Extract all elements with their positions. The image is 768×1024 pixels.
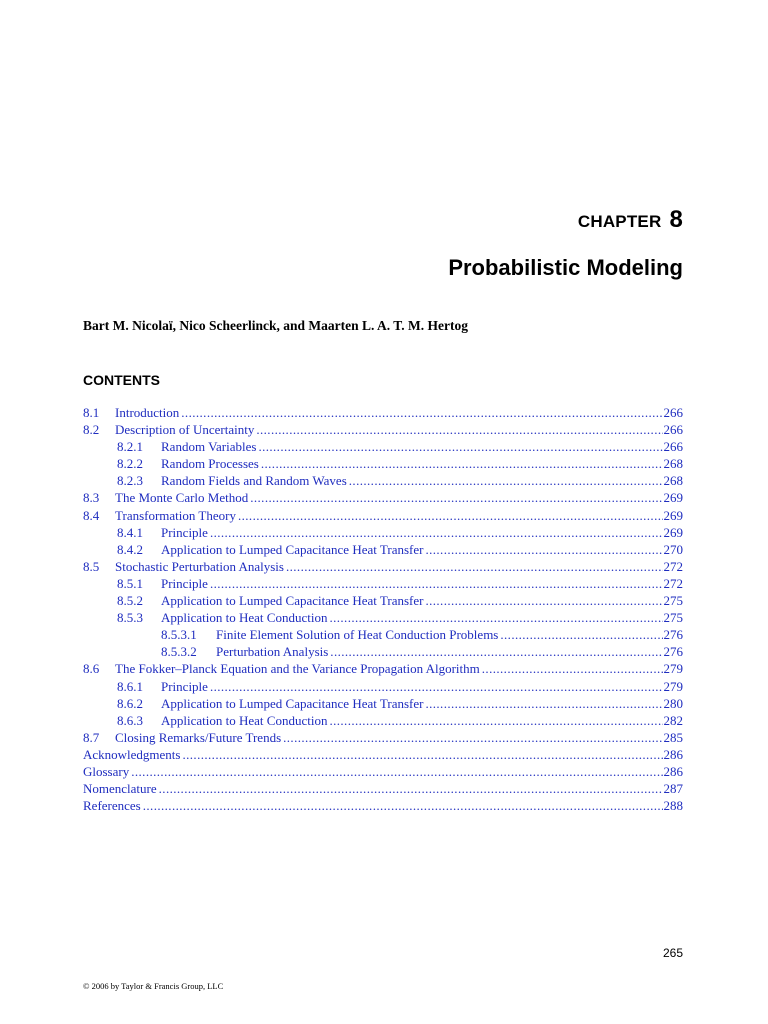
toc-entry-number: 8.2.3 [117,473,143,489]
toc-leader-dots [425,542,662,558]
toc-entry-page: 266 [663,405,683,420]
toc-leader-dots [330,644,662,660]
toc-entry-title: The Monte Carlo Method [115,490,249,506]
toc-entry-page: 266 [663,439,683,455]
toc-leader-dots [181,405,662,421]
toc-entry-title: Random Processes [161,456,259,472]
contents-heading: CONTENTS [83,372,160,388]
chapter-title: Probabilistic Modeling [448,255,683,280]
toc-entry[interactable] [83,679,683,696]
toc-entry-title: Application to Heat Conduction [161,712,328,728]
toc-entry[interactable] [83,610,683,627]
toc-entry-number: 8.4.1 [117,524,143,540]
toc-entry-page: 276 [663,644,683,660]
toc-leader-dots [210,679,663,695]
toc-entry[interactable] [83,405,683,422]
toc-entry-number: 8.1 [83,405,100,420]
toc-entry[interactable] [83,696,683,713]
toc-entry[interactable] [83,456,683,473]
toc-leader-dots [283,730,662,746]
toc-entry[interactable] [83,508,683,525]
toc-entry-number: 8.6 [83,661,100,677]
toc-leader-dots [425,696,662,712]
toc-entry[interactable] [83,490,683,507]
toc-entry-number: 8.4 [83,507,100,523]
toc-entry-number: 8.5.1 [117,575,143,591]
toc-entry-number: 8.5 [83,558,100,574]
toc-entry-page: 266 [663,422,683,438]
table-of-contents [83,405,683,815]
toc-entry-title: Random Variables [161,439,257,455]
toc-leader-dots [482,661,663,677]
toc-entry-number: 8.5.2 [117,593,143,609]
toc-entry[interactable] [83,473,683,490]
toc-entry-number: 8.6.3 [117,712,143,728]
toc-entry-number: 8.4.2 [117,541,143,557]
toc-entry-title: Description of Uncertainty [115,422,255,438]
toc-entry[interactable] [83,542,683,559]
toc-entry-title: Perturbation Analysis [216,644,329,660]
toc-entry[interactable] [83,576,683,593]
toc-entry-page: 286 [663,763,683,779]
copyright-notice: © 2006 by Taylor & Francis Group, LLC [83,981,224,991]
toc-entry-page: 276 [663,627,683,643]
toc-leader-dots [250,490,662,506]
toc-entry-title: Application to Lumped Capacitance Heat Transfer [161,541,424,557]
toc-entry-title: Stochastic Perturbation Analysis [115,558,284,574]
toc-entry-number: 8.6.2 [117,695,143,711]
page-number: 265 [662,946,683,960]
toc-entry-page: 268 [663,473,683,489]
toc-entry[interactable] [83,764,683,781]
toc-entry-title: Transformation Theory [115,507,236,523]
toc-entry-page: 285 [663,729,683,745]
chapter-label [578,206,683,234]
toc-entry-page: 272 [663,575,683,591]
toc-entry[interactable] [83,713,683,730]
toc-entry[interactable] [83,644,683,661]
toc-leader-dots [349,473,663,489]
toc-entry[interactable] [83,422,683,439]
toc-leader-dots [238,508,663,524]
toc-entry-page: 275 [663,610,683,626]
toc-entry-page: 280 [663,695,683,711]
toc-entry[interactable] [83,781,683,798]
chapter-word: CHAPTER [577,212,662,231]
toc-entry-page: 272 [663,558,683,574]
toc-entry-number: 8.5.3 [117,610,143,626]
toc-entry-number: 8.7 [83,729,100,745]
toc-entry-title: Random Fields and Random Waves [161,473,347,489]
toc-entry[interactable] [83,559,683,576]
toc-entry-title: Principle [161,524,208,540]
toc-entry-page: 282 [663,712,683,728]
toc-entry-number: 8.2.2 [117,456,143,472]
toc-entry-page: 279 [663,678,683,694]
toc-leader-dots [329,713,662,729]
toc-entry-number: 8.2.1 [117,439,143,455]
toc-entry-page: 288 [663,798,683,814]
toc-entry-title: Finite Element Solution of Heat Conduction Problems [216,627,499,643]
toc-leader-dots [143,798,663,814]
toc-entry-page: 268 [663,456,683,472]
authors-line: Bart M. Nicolaï, Nico Scheerlinck, and Maarten L. A. T. M. Hertog [83,318,468,333]
toc-leader-dots [329,610,662,626]
toc-entry-number: 8.3 [83,490,100,506]
toc-leader-dots [256,422,662,438]
toc-entry[interactable] [83,525,683,542]
toc-entry-number: 8.6.1 [117,678,143,694]
toc-leader-dots [500,627,662,643]
toc-entry[interactable] [83,730,683,747]
toc-entry[interactable] [83,593,683,610]
toc-entry-title: Nomenclature [83,781,157,797]
toc-entry-title: Glossary [83,763,130,779]
toc-entry-title: The Fokker–Planck Equation and the Variance Propagation Algorithm [115,661,480,677]
toc-entry[interactable] [83,661,683,678]
toc-entry-page: 269 [663,507,683,523]
toc-entry-number: 8.2 [83,422,100,438]
toc-entry-title: Application to Heat Conduction [161,610,328,626]
toc-leader-dots [159,781,663,797]
toc-entry-title: Principle [161,575,208,591]
toc-entry[interactable] [83,747,683,764]
toc-entry-title: References [83,798,141,814]
toc-entry-title: Principle [161,678,208,694]
toc-entry-page: 269 [663,490,683,506]
toc-entry-page: 275 [663,593,683,609]
toc-leader-dots [425,593,662,609]
toc-entry-title: Application to Lumped Capacitance Heat Transfer [161,593,424,609]
toc-entry-page: 287 [663,781,683,797]
toc-entry[interactable] [83,439,683,456]
toc-entry-page: 270 [663,541,683,557]
toc-leader-dots [258,439,662,455]
toc-entry-page: 269 [663,524,683,540]
toc-entry[interactable] [83,798,683,815]
toc-entry-number: 8.5.3.1 [161,627,197,643]
toc-entry-title: Application to Lumped Capacitance Heat Transfer [161,695,424,711]
toc-entry-number: 8.5.3.2 [161,644,197,660]
toc-leader-dots [131,764,662,780]
toc-leader-dots [286,559,663,575]
chapter-number: 8 [669,206,683,233]
toc-entry-page: 286 [663,746,683,762]
toc-entry-page: 279 [663,661,683,677]
toc-entry-title: Acknowledgments [83,746,181,762]
toc-entry[interactable] [83,627,683,644]
toc-leader-dots [210,525,663,541]
toc-entry-title: Closing Remarks/Future Trends [115,729,282,745]
toc-leader-dots [261,456,663,472]
toc-leader-dots [210,576,663,592]
toc-leader-dots [182,747,662,763]
toc-entry-title: Introduction [115,405,180,420]
